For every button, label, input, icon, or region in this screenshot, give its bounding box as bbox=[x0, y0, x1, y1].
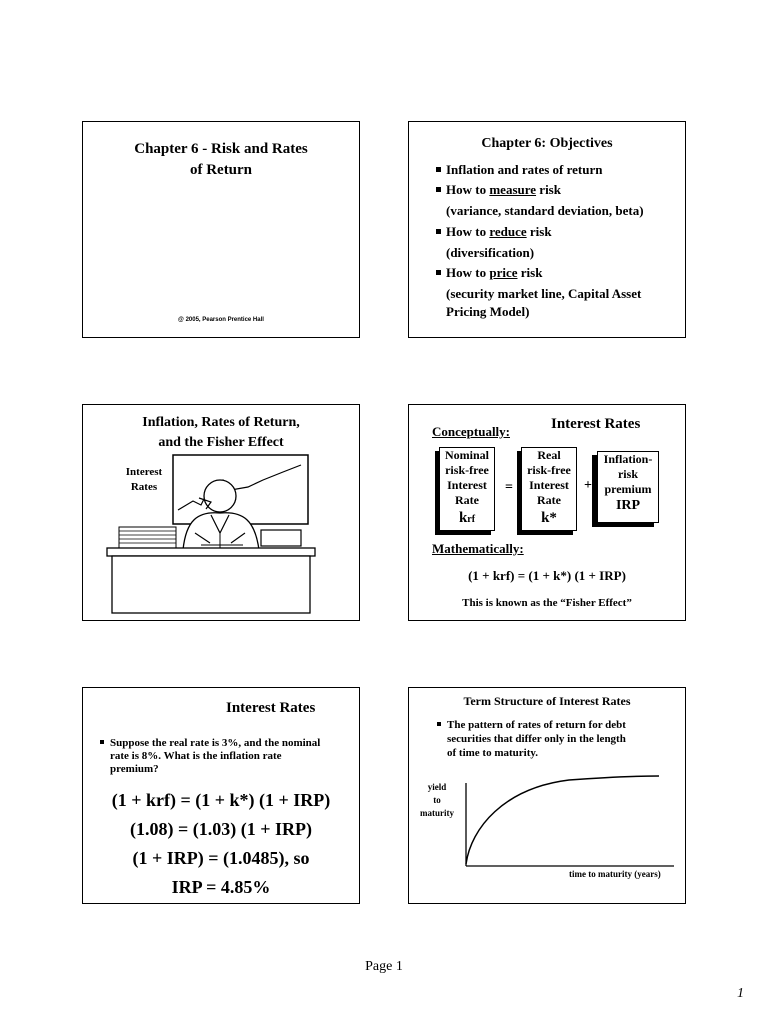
objective-sub-measure: (variance, standard deviation, beta) bbox=[446, 203, 644, 218]
example-equations bbox=[83, 786, 359, 902]
krf-symbol: k bbox=[458, 510, 468, 526]
yield-curve bbox=[466, 776, 659, 864]
page-number: 1 bbox=[737, 986, 744, 1001]
slide3-title-line1: Inflation, Rates of Return, bbox=[142, 415, 300, 430]
equation-3: (1 + IRP) = (1.0485), so bbox=[132, 848, 310, 868]
slide4-title: Interest Rates bbox=[551, 416, 641, 432]
slide1-title-line2: of Return bbox=[189, 162, 253, 178]
objective-item-price: How to price risk bbox=[436, 263, 542, 283]
k-star-symbol: k* bbox=[541, 510, 557, 526]
x-axis-label: time to maturity (years) bbox=[569, 869, 661, 879]
slide6-title: Term Structure of Interest Rates bbox=[463, 694, 631, 708]
bullet-square-icon bbox=[436, 187, 441, 192]
slide5-title: Interest Rates bbox=[226, 700, 316, 716]
slide-term-structure bbox=[408, 687, 686, 904]
mathematically-label: Mathematically: bbox=[432, 541, 524, 556]
slide-interest-rates-example bbox=[82, 687, 360, 904]
slide1-title bbox=[83, 139, 359, 181]
bullet-square-icon bbox=[436, 229, 441, 234]
slide3-title bbox=[83, 413, 359, 453]
equation-4: IRP = 4.85% bbox=[171, 877, 271, 897]
copyright: @ 2005, Pearson Prentice Hall bbox=[178, 317, 264, 323]
objective-item-inflation: Inflation and rates of return bbox=[436, 160, 602, 180]
slide-chapter-title bbox=[82, 121, 360, 338]
y-axis-label: yield to maturity bbox=[420, 782, 454, 818]
bullet-square-icon bbox=[436, 167, 441, 172]
conceptually-label: Conceptually: bbox=[432, 424, 510, 439]
nominal-rate-box: Nominal risk-free Interest Rate krf bbox=[439, 447, 495, 531]
fisher-note: This is known as the “Fisher Effect” bbox=[462, 597, 632, 609]
objective-sub-price-1: (security market line, Capital Asset bbox=[446, 286, 642, 301]
slide1-title-line1: Chapter 6 - Risk and Rates bbox=[134, 141, 308, 157]
clipart-chart-label: Interest Rates bbox=[125, 466, 163, 493]
bullet-square-icon bbox=[437, 722, 441, 726]
example-question: Suppose the real rate is 3%, and the nominal rate is 8%. What is the inflation rate premium? bbox=[100, 737, 355, 776]
bullet-square-icon bbox=[436, 270, 441, 275]
inflation-premium-box: Inflation- risk premium IRP bbox=[597, 451, 659, 523]
slide-fisher-effect bbox=[82, 404, 360, 621]
irp-symbol: IRP bbox=[615, 498, 641, 513]
objective-sub-reduce: (diversification) bbox=[446, 245, 535, 260]
fisher-formula: (1 + krf) = (1 + k*) (1 + IRP) bbox=[468, 568, 626, 583]
bullet-square-icon bbox=[100, 740, 104, 744]
plus-sign: + bbox=[584, 478, 592, 493]
slide-objectives bbox=[408, 121, 686, 338]
objective-sub-price-2: Pricing Model) bbox=[446, 304, 530, 319]
equation-1: (1 + krf) = (1 + k*) (1 + IRP) bbox=[111, 790, 331, 810]
page-label: Page 1 bbox=[365, 959, 403, 974]
slide2-title: Chapter 6: Objectives bbox=[481, 136, 613, 151]
objective-item-reduce: How to reduce risk bbox=[436, 222, 552, 242]
equals-sign: = bbox=[505, 480, 513, 495]
term-structure-description: The pattern of rates of return for debt securities that differ only in the length of time to maturity. bbox=[437, 718, 682, 760]
real-rate-box: Real risk-free Interest Rate k* bbox=[521, 447, 577, 531]
objective-item-measure: How to measure risk bbox=[436, 180, 561, 200]
slide-interest-rates-concept bbox=[408, 404, 686, 621]
equation-2: (1.08) = (1.03) (1 + IRP) bbox=[130, 819, 312, 839]
slide3-title-line2: and the Fisher Effect bbox=[158, 435, 284, 450]
